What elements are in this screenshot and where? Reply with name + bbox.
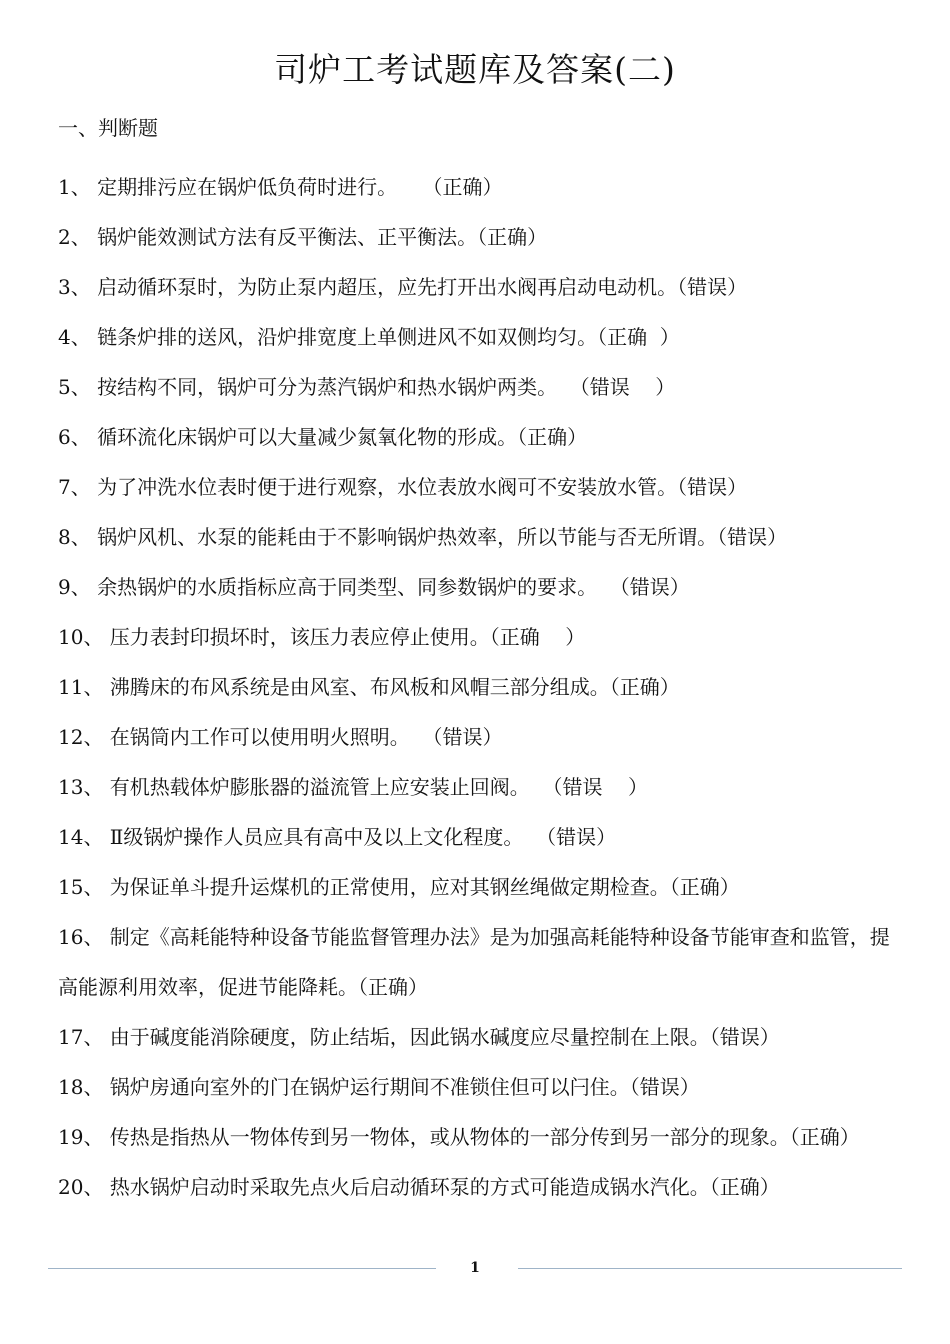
- question-item: [58, 862, 894, 912]
- question-item: [58, 662, 894, 712]
- question-number: 6、: [58, 425, 91, 449]
- question-number: 4、: [58, 325, 91, 349]
- question-text: 传热是指热从一物体传到另一物体，或从物体的一部分传到另一部分的现象。（正确）: [103, 1125, 860, 1149]
- question-item: [58, 612, 894, 662]
- question-number: 9、: [58, 575, 91, 599]
- question-number: 17、: [58, 1025, 104, 1049]
- question-list: [58, 162, 894, 1212]
- question-text: 锅炉房通向室外的门在锅炉运行期间不准锁住但可以闩住。（错误）: [103, 1075, 700, 1099]
- question-text: 锅炉能效测试方法有反平衡法、正平衡法。（正确）: [90, 225, 548, 249]
- question-text: 有机热载体炉膨胀器的溢流管上应安装止回阀。 （错误 ）: [103, 775, 648, 799]
- question-number: 7、: [58, 475, 91, 499]
- question-number: 16、: [58, 925, 104, 949]
- question-number: 5、: [58, 375, 91, 399]
- section-heading: 一、判断题: [58, 116, 158, 140]
- question-text: 由于碱度能消除硬度，防止结垢，因此锅水碱度应尽量控制在上限。（错误）: [103, 1025, 780, 1049]
- page-number: 1: [470, 1260, 480, 1276]
- question-item: [58, 562, 894, 612]
- question-number: 19、: [58, 1125, 104, 1149]
- question-number: 2、: [58, 225, 91, 249]
- question-number: 20、: [58, 1175, 104, 1199]
- question-item: [58, 212, 894, 262]
- question-number: 3、: [58, 275, 91, 299]
- question-text: 锅炉风机、水泵的能耗由于不影响锅炉热效率，所以节能与否无所谓。（错误）: [90, 525, 788, 549]
- question-number: 15、: [58, 875, 104, 899]
- question-item: [58, 912, 894, 1012]
- question-item: [58, 162, 894, 212]
- question-item: [58, 512, 894, 562]
- footer-divider-right: [518, 1268, 902, 1269]
- question-item: [58, 1062, 894, 1112]
- question-item: [58, 1112, 894, 1162]
- question-text: 定期排污应在锅炉低负荷时进行。 （正确）: [90, 175, 503, 199]
- question-text: 在锅筒内工作可以使用明火照明。 （错误）: [103, 725, 503, 749]
- footer-divider-left: [48, 1268, 436, 1269]
- page-title: 司炉工考试题库及答案(二): [274, 50, 676, 89]
- question-item: [58, 312, 894, 362]
- question-text: 启动循环泵时，为防止泵内超压，应先打开出水阀再启动电动机。（错误）: [90, 275, 748, 299]
- question-text: 按结构不同，锅炉可分为蒸汽锅炉和热水锅炉两类。 （错误 ）: [90, 375, 676, 399]
- question-text: 热水锅炉启动时采取先点火后启动循环泵的方式可能造成锅水汽化。（正确）: [103, 1175, 780, 1199]
- question-item: [58, 1012, 894, 1062]
- question-item: [58, 362, 894, 412]
- page-footer: [48, 1256, 902, 1280]
- question-item: [58, 762, 894, 812]
- question-number: 1、: [58, 175, 91, 199]
- question-number: 11、: [58, 675, 104, 699]
- question-item: [58, 1162, 894, 1212]
- question-text: 循环流化床锅炉可以大量减少氮氧化物的形成。（正确）: [90, 425, 588, 449]
- question-number: 12、: [58, 725, 104, 749]
- question-number: 8、: [58, 525, 91, 549]
- question-text: 为了冲洗水位表时便于进行观察，水位表放水阀可不安装放水管。（错误）: [90, 475, 748, 499]
- question-number: 13、: [58, 775, 104, 799]
- question-text: 余热锅炉的水质指标应高于同类型、同参数锅炉的要求。 （错误）: [90, 575, 690, 599]
- question-text: 为保证单斗提升运煤机的正常使用，应对其钢丝绳做定期检查。（正确）: [103, 875, 740, 899]
- question-item: [58, 262, 894, 312]
- question-text: 沸腾床的布风系统是由风室、布风板和风帽三部分组成。（正确）: [103, 675, 680, 699]
- question-number: 18、: [58, 1075, 104, 1099]
- question-item: [58, 412, 894, 462]
- question-number: 10、: [58, 625, 104, 649]
- question-text: 链条炉排的送风，沿炉排宽度上单侧进风不如双侧均匀。（正确 ）: [90, 325, 680, 349]
- question-item: [58, 462, 894, 512]
- question-item: [58, 812, 894, 862]
- question-text: Ⅱ级锅炉操作人员应具有高中及以上文化程度。 （错误）: [103, 825, 617, 849]
- question-text: 制定《高耗能特种设备节能监督管理办法》是为加强高耗能特种设备节能审查和监管，提高能源利用效率，促进节能降耗。（正确）: [58, 925, 890, 999]
- question-number: 14、: [58, 825, 104, 849]
- question-item: [58, 712, 894, 762]
- question-text: 压力表封印损坏时，该压力表应停止使用。（正确 ）: [103, 625, 586, 649]
